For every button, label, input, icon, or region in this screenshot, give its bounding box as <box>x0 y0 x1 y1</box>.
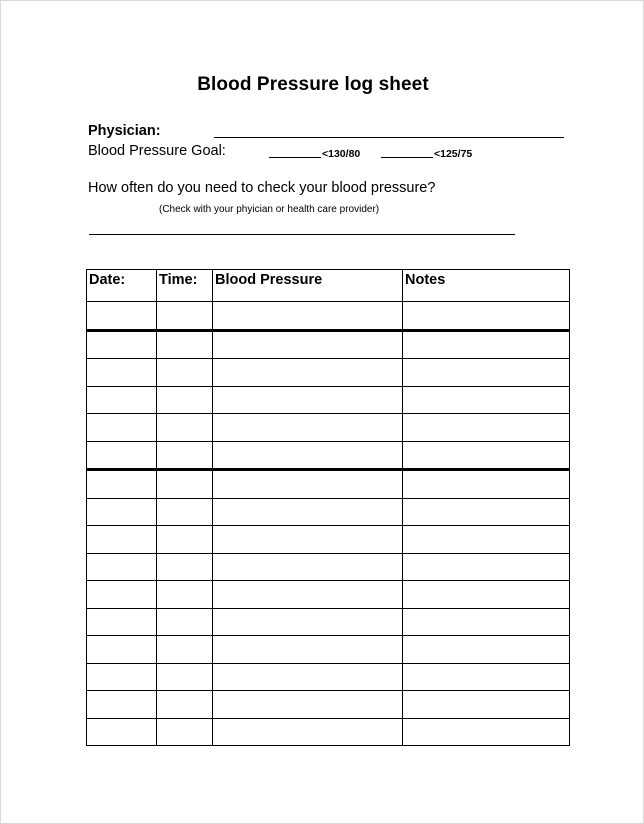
time-cell[interactable] <box>157 359 213 387</box>
table-row <box>87 691 570 719</box>
table-row <box>87 553 570 581</box>
date-cell[interactable] <box>87 414 157 442</box>
table-row <box>87 302 570 331</box>
column-header-notes: Notes <box>403 270 570 302</box>
blood-pressure-cell[interactable] <box>213 302 403 331</box>
frequency-hint: (Check with your phyician or health care provider) <box>159 204 380 215</box>
table-row <box>87 470 570 499</box>
notes-cell[interactable] <box>403 330 570 359</box>
table-row <box>87 386 570 414</box>
notes-cell[interactable] <box>403 470 570 499</box>
date-cell[interactable] <box>87 386 157 414</box>
time-cell[interactable] <box>157 608 213 636</box>
date-cell[interactable] <box>87 553 157 581</box>
time-cell[interactable] <box>157 663 213 691</box>
column-header-date: Date: <box>87 270 157 302</box>
time-cell[interactable] <box>157 581 213 609</box>
physician-label: Physician: <box>88 123 161 139</box>
date-cell[interactable] <box>87 470 157 499</box>
blood-pressure-cell[interactable] <box>213 441 403 470</box>
date-cell[interactable] <box>87 663 157 691</box>
blood-pressure-cell[interactable] <box>213 691 403 719</box>
blood-pressure-cell[interactable] <box>213 636 403 664</box>
blood-pressure-cell[interactable] <box>213 718 403 746</box>
table-row <box>87 414 570 442</box>
date-cell[interactable] <box>87 498 157 526</box>
column-header-blood-pressure: Blood Pressure <box>213 270 403 302</box>
blood-pressure-cell[interactable] <box>213 330 403 359</box>
goal-line-1 <box>269 157 321 158</box>
table-row <box>87 359 570 387</box>
page-title: Blood Pressure log sheet <box>197 74 429 95</box>
goal-line-2 <box>381 157 433 158</box>
date-cell[interactable] <box>87 636 157 664</box>
notes-cell[interactable] <box>403 636 570 664</box>
date-cell[interactable] <box>87 691 157 719</box>
log-table-body <box>87 302 570 746</box>
table-row <box>87 663 570 691</box>
blood-pressure-cell[interactable] <box>213 581 403 609</box>
time-cell[interactable] <box>157 470 213 499</box>
date-cell[interactable] <box>87 330 157 359</box>
table-row <box>87 636 570 664</box>
time-cell[interactable] <box>157 636 213 664</box>
notes-cell[interactable] <box>403 302 570 331</box>
column-header-time: Time: <box>157 270 213 302</box>
notes-cell[interactable] <box>403 359 570 387</box>
blood-pressure-cell[interactable] <box>213 553 403 581</box>
time-cell[interactable] <box>157 441 213 470</box>
date-cell[interactable] <box>87 608 157 636</box>
date-cell[interactable] <box>87 526 157 554</box>
notes-cell[interactable] <box>403 441 570 470</box>
log-table <box>86 269 570 746</box>
time-cell[interactable] <box>157 498 213 526</box>
time-cell[interactable] <box>157 302 213 331</box>
table-row <box>87 718 570 746</box>
blood-pressure-cell[interactable] <box>213 414 403 442</box>
notes-cell[interactable] <box>403 663 570 691</box>
date-cell[interactable] <box>87 718 157 746</box>
table-row <box>87 581 570 609</box>
frequency-question: How often do you need to check your blood pressure? <box>88 180 436 196</box>
physician-line <box>214 137 564 138</box>
blood-pressure-cell[interactable] <box>213 608 403 636</box>
blood-pressure-cell[interactable] <box>213 359 403 387</box>
goal-label: Blood Pressure Goal: <box>88 143 226 159</box>
notes-cell[interactable] <box>403 581 570 609</box>
blood-pressure-cell[interactable] <box>213 663 403 691</box>
date-cell[interactable] <box>87 441 157 470</box>
time-cell[interactable] <box>157 553 213 581</box>
blood-pressure-cell[interactable] <box>213 526 403 554</box>
blood-pressure-cell[interactable] <box>213 498 403 526</box>
date-cell[interactable] <box>87 302 157 331</box>
time-cell[interactable] <box>157 526 213 554</box>
date-cell[interactable] <box>87 581 157 609</box>
notes-cell[interactable] <box>403 414 570 442</box>
blood-pressure-cell[interactable] <box>213 386 403 414</box>
time-cell[interactable] <box>157 718 213 746</box>
notes-cell[interactable] <box>403 608 570 636</box>
goal-value-2: <125/75 <box>434 148 473 160</box>
notes-cell[interactable] <box>403 553 570 581</box>
table-row <box>87 441 570 470</box>
notes-cell[interactable] <box>403 386 570 414</box>
notes-cell[interactable] <box>403 691 570 719</box>
notes-cell[interactable] <box>403 526 570 554</box>
time-cell[interactable] <box>157 414 213 442</box>
table-row <box>87 608 570 636</box>
table-row <box>87 330 570 359</box>
time-cell[interactable] <box>157 330 213 359</box>
notes-cell[interactable] <box>403 498 570 526</box>
goal-value-1: <130/80 <box>322 148 361 160</box>
log-table-header <box>87 270 570 302</box>
notes-cell[interactable] <box>403 718 570 746</box>
table-row <box>87 526 570 554</box>
frequency-line <box>89 234 515 235</box>
blood-pressure-cell[interactable] <box>213 470 403 499</box>
time-cell[interactable] <box>157 386 213 414</box>
table-row <box>87 498 570 526</box>
date-cell[interactable] <box>87 359 157 387</box>
time-cell[interactable] <box>157 691 213 719</box>
